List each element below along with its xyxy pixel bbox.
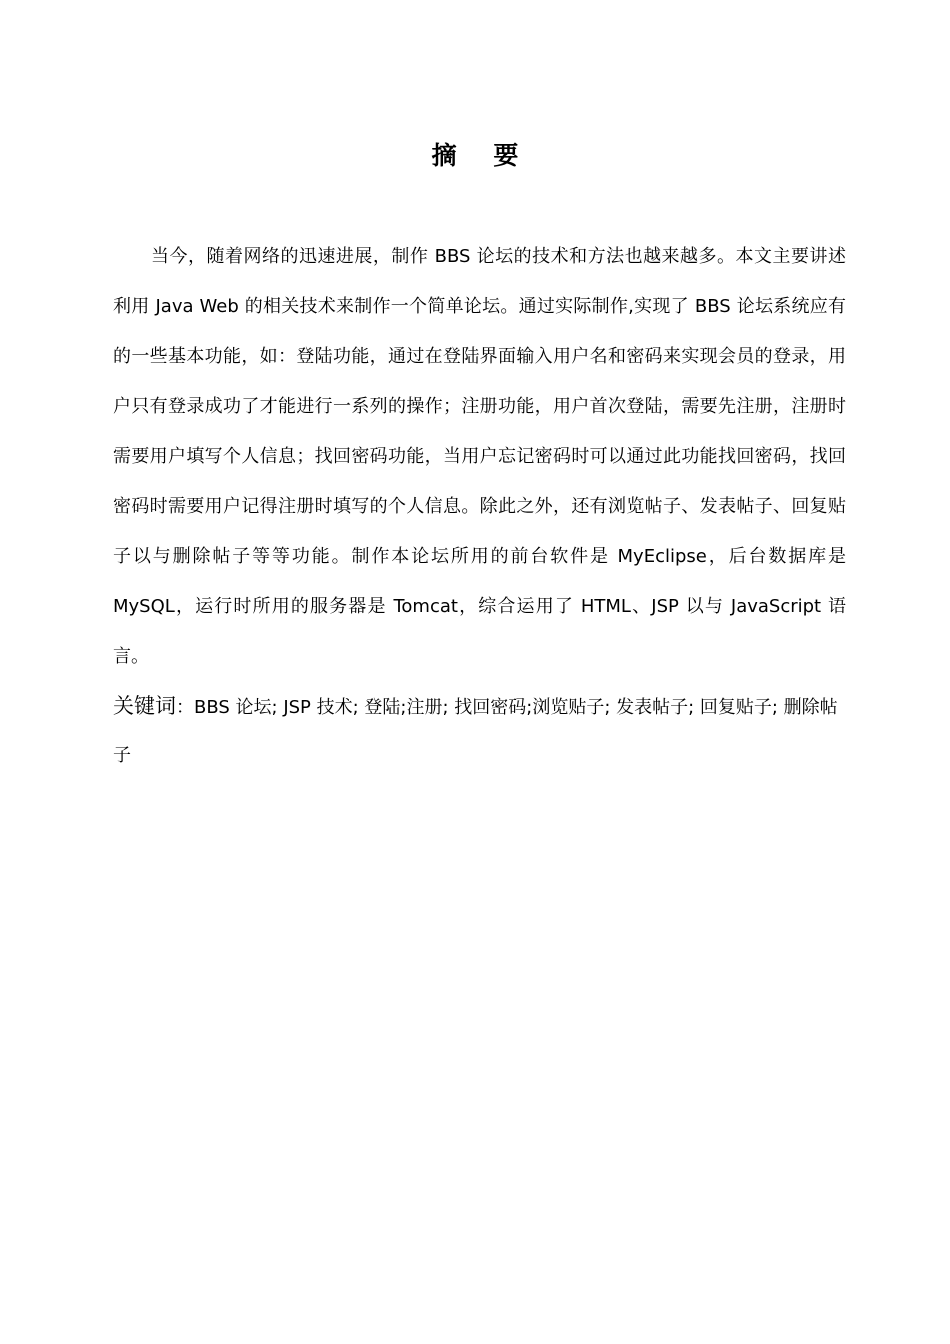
keywords-line (113, 682, 843, 780)
abstract-paragraph: 当今，随着网络的迅速进展，制作 BBS 论坛的技术和方法也越来越多。本文主要讲述利用 Java Web 的相关技术来制作一个简单论坛。通过实际制作,实现了 BBS 论坛系统应有的一些基本功能，如：登陆功能，通过在登陆界面输入用户名和密码来实现会员的登录，用户只有登录成功了才能进行一系列的操作；注册功能，用户首次登陆，需要先注册，注册时需要用户填写个人信息；找回密码功能，当用户忘记密码时可以通过此功能找回密码，找回密码时需要用户记得注册时填写的个人信息。除此之外，还有浏览帖子、发表帖子、回复贴子以与删除帖子等等功能。制作本论坛所用的前台软件是 MyEclipse，后台数据库是 MySQL，运行时所用的服务器是 Tomcat，综合运用了 HTML、JSP 以与 JavaScript 语言。 (113, 246, 846, 667)
page-title: 摘 要 (431, 141, 533, 170)
keywords-label: 关键词 (113, 694, 176, 718)
keywords-list: ：BBS 论坛; JSP 技术; 登陆;注册; 找回密码;浏览贴子; 发表帖子; 回复贴子; 删除帖子 (113, 697, 838, 766)
